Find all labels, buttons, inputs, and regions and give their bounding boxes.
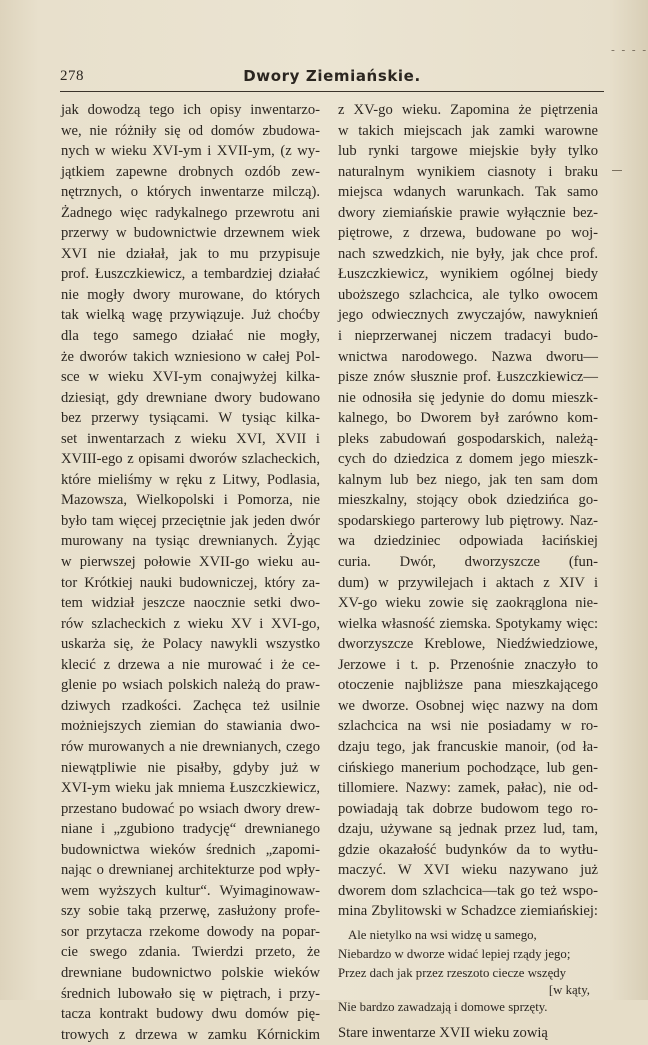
text-line: nie mogły dwory murowane, do których <box>61 286 320 303</box>
text-line: wielka własność ziemska. Spotykamy więc: <box>338 615 598 632</box>
text-line: nach szwedzkich, nie były, jak chce prof. <box>338 245 598 262</box>
text-line: Żadnego więc radykalnego przewrotu ani <box>61 204 320 221</box>
text-line: dziesiąt, gdy drewniane dwory budowano <box>61 389 320 406</box>
text-line: nych w wieku XVI-ym i XVII-ym, (z wy- <box>61 143 320 160</box>
verse-line: Ale nietylko na wsi widzę u samego, <box>348 927 537 942</box>
text-line: otoczenie najbliższe pana mieszkającego <box>338 677 598 694</box>
text-line: wem wyższych kultur“. Wyimaginowaw- <box>61 882 320 899</box>
text-line: XVI-ym wieku jak mniema Łuszczkiewicz, <box>61 780 320 797</box>
margin-dash-mark <box>612 170 622 171</box>
text-line: Jerzowe i t. p. Przenośnie znaczyło to <box>338 656 598 673</box>
text-line: we dworze. Osobnej więc nazwy na dom <box>338 697 598 714</box>
text-line: trowych z drzewa w zamku Kórnickim <box>61 1026 320 1043</box>
text-line: sor przytacza rzekome dowody na popar- <box>61 923 320 940</box>
text-line: set inwentarzach z wieku XVI, XVII i <box>61 430 320 447</box>
text-line: uskarża się, że Polacy nawykli wszystko <box>61 636 320 653</box>
text-line: naturalnym wynikiem ciasnoty i braku <box>338 163 598 180</box>
text-line: pisze znów słusznie prof. Łuszczkiewicz— <box>338 369 598 386</box>
text-line: powiadają tak dobrze budowom tego ro- <box>338 800 598 817</box>
page-header <box>60 64 604 90</box>
text-line: kalnym lub bez niego, jak ten sam dom <box>338 471 598 488</box>
text-line: przerwy w budownictwie drzewnem wiek <box>61 225 320 242</box>
text-line: w pierwszej połowie XVII-go wieku au- <box>61 554 320 571</box>
text-line: sce w wieku XVI-ym conajwyżej kilka- <box>61 369 320 386</box>
text-line: rów murowanych a nie drewnianych, czego <box>61 738 320 755</box>
text-line: średnich lubowało się w piętrach, i przy- <box>61 985 320 1002</box>
text-line: w takich miejscach jak zamki warowne <box>338 122 598 139</box>
verse-quote <box>338 926 598 1017</box>
text-line: tak wielką wagę przywiązuje. Już choćby <box>61 307 320 324</box>
right-text-column <box>338 100 598 1043</box>
text-line: glenie po wsiach polskich należą do praw- <box>61 677 320 694</box>
text-line: z XV-go wieku. Zapomina że piętrzenia <box>338 102 598 118</box>
text-line: curia. Dwór, dworzyszcze (fun- <box>338 554 598 571</box>
text-line: cie swego zdania. Twierdzi przeto, że <box>61 944 320 961</box>
text-line: dla tego samego działać nie mogły, <box>61 328 320 345</box>
text-line: nie odnosiła się jedynie do domu mieszk- <box>338 389 598 406</box>
page-number: 278 <box>60 68 84 84</box>
text-line: tem widział jeszcze naocznie setki dwo- <box>61 595 320 612</box>
text-line: tacza kontrakt budowy dwu domów pię- <box>61 1006 320 1023</box>
text-line: i nieprzerwanej niczem tradacyi budo- <box>338 328 598 345</box>
text-line: uboższego szlachcica, ale tylko owocem <box>338 286 598 303</box>
verse-line: [w kąty, <box>548 982 590 997</box>
text-line: jak dowodzą tego ich opisy inwentarzo- <box>61 102 320 118</box>
text-line: murowany na tysiąc drewnianych. Żyjąc <box>61 533 320 550</box>
verse-line: Niebardzo w dworze widać lepiej rządy jego; <box>338 946 571 961</box>
text-line: że dworów takich wzniesiono w całej Pol- <box>61 348 320 365</box>
text-line: nętrznych, o których inwentarze milczą). <box>61 184 320 201</box>
text-line: dum) w przywilejach i aktach z XIV i <box>338 574 598 591</box>
text-line: tor Krótkiej nauki budowniczej, który za- <box>61 574 320 591</box>
text-line: maczyć. W XVI wieku nazywano już <box>338 862 598 879</box>
text-line: było tam więcej przeciętnie jak jeden dwór <box>61 512 320 529</box>
verse-line: Przez dach jak przez rzeszoto ciecze wszędy <box>338 965 567 980</box>
left-text-column <box>61 100 320 1045</box>
text-line: dzaju, używane są jednak przez lud, tam, <box>338 821 598 838</box>
text-line: spodarskiego parterowy lub piętrowy. Naz- <box>338 512 598 529</box>
text-line: przestano budować po wsiach dwory drew- <box>61 800 320 817</box>
text-line: dziwych rzadkości. Zachęca też usilnie <box>61 697 320 714</box>
text-line: gdzie okazałość budynków da to wytłu- <box>338 841 598 858</box>
text-line: bez przerwy tysiącami. W tysiąc kilka- <box>61 410 320 427</box>
text-line: lub rynki targowe miejskie były tylko <box>338 143 598 160</box>
text-line: nając o drewnianej architekturze pod wpły- <box>61 862 320 879</box>
text-line: dworem dom szlachcica—tak go też wspo- <box>338 882 598 899</box>
running-title: Dwory Ziemiańskie. <box>243 67 421 85</box>
text-line: niane i „zgubiono tradycję“ drewnianego <box>61 821 320 838</box>
text-line: kalnego, bo Dworem był zarówno kom- <box>338 410 598 427</box>
text-line: pleks zabudowań gospodarskich, należą- <box>338 430 598 447</box>
text-line: jątkiem zapewne drobnych ozdób zew- <box>61 163 320 180</box>
text-line: wnictwa narodowego. Nazwa dworu— <box>338 348 598 365</box>
text-line: XVI nie działał, jak to mu przypisuje <box>61 245 320 262</box>
text-line: budownictwa wieków średnich „zapomi- <box>61 841 320 858</box>
text-line: XV-go wieku zowie się zaokrąglona nie- <box>338 595 598 612</box>
text-line: dworzyszcze Kreblowe, Niedźwiedziowe, <box>338 636 598 653</box>
text-line: cińskiego manerium pochodzące, lub gen- <box>338 759 598 776</box>
text-line: jego odwiecznych zwyczajów, nawyknień <box>338 307 598 324</box>
text-line: cych do dziedzica z domem jego mieszk- <box>338 451 598 468</box>
text-line: XVIII-ego z opisami dworów szlacheckich, <box>61 451 320 468</box>
text-line: prof. Łuszczkiewicz, a tembardziej działać <box>61 266 320 283</box>
text-line: Mazowsza, Wielkopolski i Pomorza, nie <box>61 492 320 509</box>
text-line: niewątpliwie nie pisałby, gdyby już w <box>61 759 320 776</box>
text-line: możniejszych ziemian do stawiania dwo- <box>61 718 320 735</box>
text-line: rów szlacheckich z wieku XV i XVI-go, <box>61 615 320 632</box>
text-line: wa dziedziniec odpowiada łacińskiej <box>338 533 598 550</box>
text-line: Łuszczkiewicz, wynikiem ogólnej biedy <box>338 266 598 283</box>
text-line: tillomiere. Nazwy: zamek, pałac), nie od- <box>338 780 598 797</box>
text-line: klecić z drzewa a nie murować i że ce- <box>61 656 320 673</box>
text-line: mieszkalny, stojący obok dziedzińca go- <box>338 492 598 509</box>
page-edge-mark: - - - - <box>611 44 648 56</box>
text-line: dwory ziemiańskie prawie wyłącznie bez- <box>338 204 598 221</box>
text-line: mina Zbylitowski w Schadzce ziemiańskiej: <box>338 903 598 920</box>
verse-line: Nie bardzo zawadzają i domowe sprzęty. <box>338 999 548 1014</box>
text-line: Stare inwentarze XVII wieku zowią <box>338 1024 548 1041</box>
header-rule <box>60 91 604 92</box>
text-line: miejsca wdanych warunkach. Tak samo <box>338 184 598 201</box>
text-line: we, nie różniły się od domów zbudowa- <box>61 122 320 139</box>
text-line: szy sobie taką przerwę, zasłużony profe- <box>61 903 320 920</box>
text-line: dzaju tego, jak francuskie manoir, (od ła- <box>338 738 598 755</box>
text-line: drewniane budownictwo polskie wieków <box>61 964 320 981</box>
text-line: które mieliśmy w ręku z Litwy, Podlasia, <box>61 471 320 488</box>
text-line: piętrowe, z drzewa, budowane po woj- <box>338 225 598 242</box>
text-line: szlachcica na wsi nie posiadamy w ro- <box>338 718 598 735</box>
